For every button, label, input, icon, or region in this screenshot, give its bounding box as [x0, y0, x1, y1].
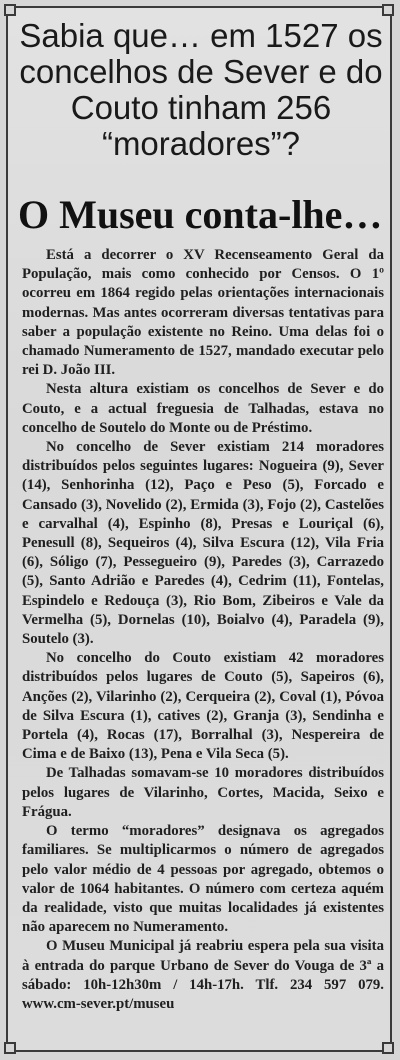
frame-corner-ornament [382, 1042, 394, 1054]
article-paragraph: Nesta altura existiam os concelhos de Sever e do Couto, e a actual freguesia de Talhadas, estava no concelho de Soutelo do Monte ou de Préstimo. [22, 381, 384, 436]
article-paragraph: De Talhadas somavam-se 10 moradores distribuídos pelos lugares de Vilarinho, Cortes, Macida, Seixo e Frágua. [22, 765, 384, 820]
article-frame [6, 6, 392, 1052]
frame-corner-ornament [4, 1042, 16, 1054]
article-paragraph: O termo “moradores” designava os agregados familiares. Se multiplicarmos o número de agregados pelo valor médio de 4 pessoas por agregado, obtemos o valor de 1064 habitantes. O número com certeza aquém da realidade, visto que muitas localidades já existentes não aparecem no Numeramento. [22, 823, 384, 936]
frame-corner-ornament [382, 4, 394, 16]
headline: Sabia que… em 1527 os concelhos de Sever e do Couto tinham 256 “moradores”? [19, 17, 383, 162]
article-paragraph: No concelho de Sever existiam 214 moradores distribuídos pelos seguintes lugares: Nogueira (9), Sever (14), Senhorinha (12), Paço e Peso (5), Forcado e Cansado (3), Novelido (2), Ermida (3), Fojo (2), Castelões e carvalhal (4), Espinho (8), Presas e Louriçal (6), Penesull (8), Sequeiros (4), Silva Escura (12), Vila Fria (6), Sóligo (7), Pessegueiro (9), Paredes (3), Carrazedo (5), Santo Adrião e Paredes (4), Cedrim (11), Fontelas, Espindelo e Redouça (3), Rio Bom, Zibeiros e Vale da Vermelha (5), Dornelas (10), Boialvo (4), Paradela (9), Soutelo (3). [22, 439, 384, 648]
subheading: O Museu conta-lhe… [18, 192, 383, 237]
article-body [22, 246, 384, 1014]
frame-corner-ornament [4, 4, 16, 16]
article-paragraph: Está a decorrer o XV Recenseamento Geral da População, mais como conhecido por Censos. O 1º ocorreu em 1864 regido pelas orientações internacionais modernas. Mas antes ocorreram diversas tentativas para saber a população existente no Reino. Uma delas foi o chamado Numeramento de 1527, mandado executar pelo rei D. João III. [22, 247, 384, 379]
article-paragraph: No concelho do Couto existiam 42 moradores distribuídos pelos lugares de Couto (5), Sapeiros (6), Anções (2), Vilarinho (2), Cerqueira (2), Coval (1), Póvoa de Silva Escura (1), catives (2), Granja (3), Sendinha e Portela (4), Rocas (17), Borralhal (3), Nespereira de Cima e de Baixo (13), Pena e Vila Seca (5). [22, 650, 384, 763]
article-paragraph: O Museu Municipal já reabriu espera pela sua visita à entrada do parque Urbano de Sever do Vouga de 3ª a sábado: 10h-12h30m / 14h-17h. Tlf. 234 597 079. www.cm-sever.pt/museu [22, 938, 384, 1012]
